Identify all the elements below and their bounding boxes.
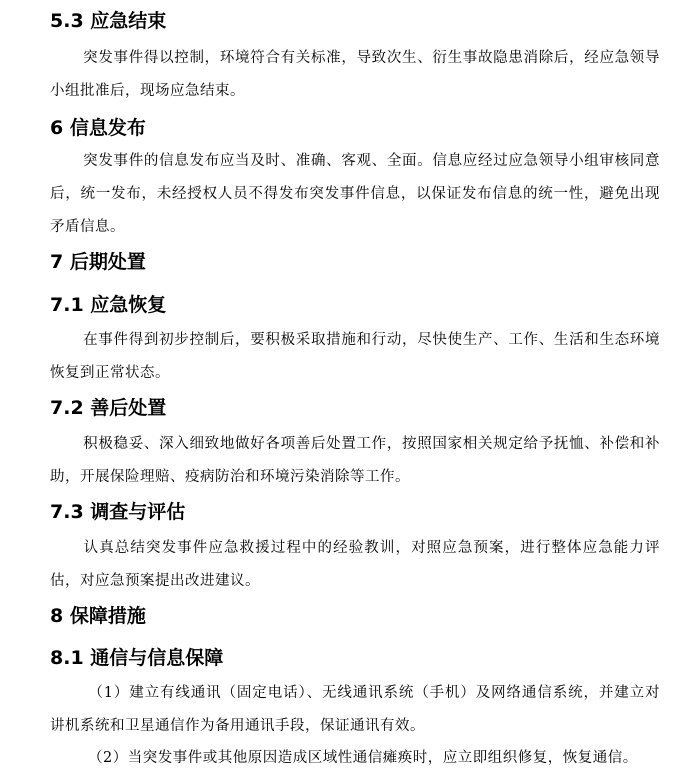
- paragraph-recovery: [50, 324, 660, 390]
- paragraph-text: 在事件得到初步控制后，要积极采取措施和行动，尽快使生产、工作、生活和生态环境恢复到正常状态。: [50, 332, 660, 381]
- paragraph-emergency-end: [50, 42, 660, 108]
- paragraph-comm-item-2: [50, 742, 660, 775]
- section-heading-8: 8 保障措施: [50, 605, 146, 627]
- paragraph-text: 积极稳妥、深入细致地做好各项善后处置工作，按照国家相关规定给予抚恤、补偿和补助，开展保险理赔、疫病防治和环境污染消除等工作。: [50, 436, 660, 485]
- paragraph-aftermath: [50, 428, 660, 494]
- paragraph-investigation: [50, 532, 660, 598]
- paragraph-text: （2）当突发事件或其他原因造成区域性通信瘫痪时，应立即组织修复，恢复通信。: [88, 750, 638, 766]
- paragraph-info-release: [50, 145, 660, 244]
- section-heading-5-3: 5.3 应急结束: [50, 10, 167, 32]
- section-heading-6: 6 信息发布: [50, 117, 146, 139]
- paragraph-text: （1）建立有线通讯（固定电话）、无线通讯系统（手机）及网络通信系统，并建立对讲机系统和卫星通信作为备用通讯手段，保证通讯有效。: [50, 685, 660, 734]
- section-heading-7: 7 后期处置: [50, 251, 146, 273]
- section-heading-7-1: 7.1 应急恢复: [50, 294, 167, 316]
- section-heading-7-3: 7.3 调查与评估: [50, 501, 186, 523]
- paragraph-text: 突发事件的信息发布应当及时、准确、客观、全面。信息应经过应急领导小组审核同意后，统一发布，未经授权人员不得发布突发事件信息，以保证发布信息的统一性，避免出现矛盾信息。: [50, 153, 660, 235]
- paragraph-text: 认真总结突发事件应急救援过程中的经验教训，对照应急预案，进行整体应急能力评估，对应急预案提出改进建议。: [50, 540, 660, 589]
- paragraph-comm-item-1: [50, 677, 660, 743]
- paragraph-text: 突发事件得以控制，环境符合有关标准，导致次生、衍生事故隐患消除后，经应急领导小组批准后，现场应急结束。: [50, 50, 660, 99]
- section-heading-7-2: 7.2 善后处置: [50, 397, 167, 419]
- section-heading-8-1: 8.1 通信与信息保障: [50, 647, 224, 669]
